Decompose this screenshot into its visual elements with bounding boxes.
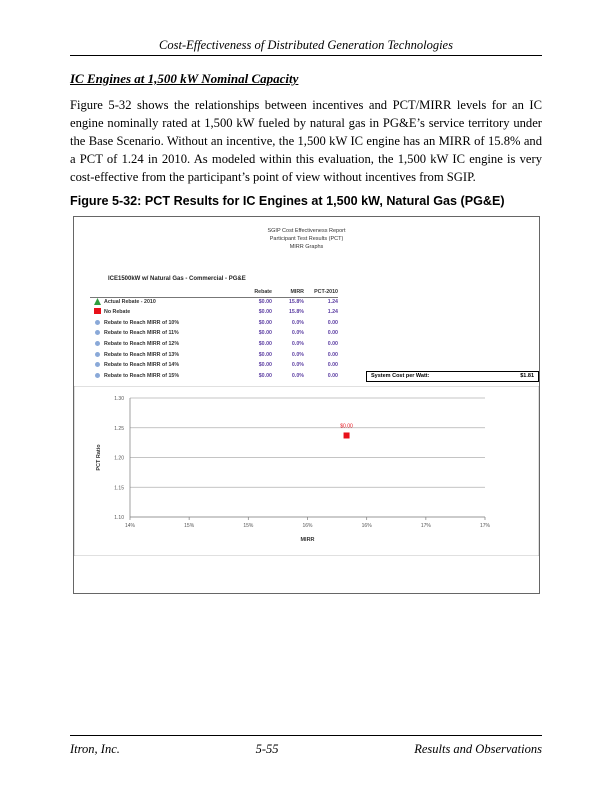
row-rebate: $0.00 bbox=[258, 340, 272, 347]
table-area bbox=[74, 288, 539, 382]
table-title: ICE1500kW w/ Natural Gas - Commercial - PG&E bbox=[108, 276, 246, 282]
row-label: Rebate to Reach MIRR of 11% bbox=[104, 330, 179, 337]
row-rebate: $0.00 bbox=[258, 362, 272, 369]
system-cost-label: System Cost per Watt: bbox=[371, 373, 430, 380]
footer bbox=[70, 742, 542, 757]
y-tick-label: 1.20 bbox=[114, 455, 124, 462]
row-pct: 0.00 bbox=[327, 372, 338, 379]
system-cost-value: $1.81 bbox=[520, 373, 534, 380]
circle-marker-icon bbox=[90, 372, 104, 383]
footer-left: Itron, Inc. bbox=[70, 742, 120, 756]
row-pct: 0.00 bbox=[327, 319, 338, 326]
body-paragraph: Figure 5-32 shows the relationships between incentives and PCT/MIRR levels for an IC engine nominally rated at 1,500 kW fueled by natural gas in PG&E’s service territory under the Base Scenario. Without an incentive, the 1,500 kW IC engine has an MIRR of 15.8% and a PCT of 1.24 in 2010. As modeled within this evaluation, the 1,500 kW IC engine is very cost-effective from the participant’s point of view without incentives from SGIP. bbox=[70, 98, 542, 184]
data-label: $0.00 bbox=[340, 423, 353, 430]
row-mirr: 0.0% bbox=[291, 319, 304, 326]
row-rebate: $0.00 bbox=[258, 309, 272, 316]
header-pct: PCT-2010 bbox=[304, 288, 338, 298]
x-tick-label: 16% bbox=[302, 523, 313, 530]
circle-marker-icon bbox=[90, 361, 104, 372]
row-pct: 0.00 bbox=[327, 351, 338, 358]
row-rebate: $0.00 bbox=[258, 319, 272, 326]
square-marker-icon bbox=[90, 308, 104, 319]
header-rebate: Rebate bbox=[236, 288, 272, 298]
row-label: Rebate to Reach MIRR of 12% bbox=[104, 340, 180, 347]
y-tick-label: 1.10 bbox=[114, 515, 124, 522]
y-tick-label: 1.15 bbox=[114, 485, 124, 492]
row-pct: 0.00 bbox=[327, 330, 338, 337]
row-label: Rebate to Reach MIRR of 14% bbox=[104, 362, 180, 369]
x-axis-label: MIRR bbox=[300, 537, 315, 544]
circle-marker-icon bbox=[90, 319, 104, 330]
running-header: Cost-Effectiveness of Distributed Generation Technologies bbox=[70, 38, 542, 56]
row-pct: 1.24 bbox=[327, 309, 338, 316]
footer-right: Results and Observations bbox=[414, 742, 542, 756]
x-tick-label: 17% bbox=[420, 523, 431, 530]
x-tick-label: 14% bbox=[124, 523, 136, 530]
circle-marker-icon bbox=[90, 329, 104, 340]
y-axis-label: PCT Ratio bbox=[96, 444, 102, 471]
row-label: Actual Rebate - 2010 bbox=[104, 298, 156, 305]
row-label: Rebate to Reach MIRR of 15% bbox=[104, 372, 180, 379]
row-rebate: $0.00 bbox=[258, 330, 272, 337]
header-spacer-label bbox=[104, 288, 236, 298]
data-point bbox=[344, 433, 350, 439]
footer-rule bbox=[70, 735, 542, 736]
row-pct: 0.00 bbox=[327, 362, 338, 369]
x-tick-label: 15% bbox=[243, 523, 254, 530]
row-pct: 1.24 bbox=[327, 298, 338, 305]
y-tick-label: 1.30 bbox=[114, 396, 124, 403]
section-title: IC Engines at 1,500 kW Nominal Capacity bbox=[70, 71, 299, 86]
row-mirr: 0.0% bbox=[291, 340, 304, 347]
y-tick-label: 1.25 bbox=[114, 426, 124, 433]
row-label: Rebate to Reach MIRR of 10% bbox=[104, 319, 180, 326]
x-tick-label: 15% bbox=[184, 523, 195, 530]
row-label: No Rebate bbox=[104, 309, 131, 316]
row-label: Rebate to Reach MIRR of 13% bbox=[104, 351, 180, 358]
row-rebate: $0.00 bbox=[258, 372, 272, 379]
row-rebate: $0.00 bbox=[258, 351, 272, 358]
x-tick-label: 17% bbox=[479, 523, 491, 530]
report-subtitle-2: MIRR Graphs bbox=[289, 244, 324, 250]
header-mirr: MIRR bbox=[272, 288, 304, 298]
row-mirr: 0.0% bbox=[291, 330, 304, 337]
row-rebate: $0.00 bbox=[258, 298, 272, 305]
circle-marker-icon bbox=[90, 340, 104, 351]
row-mirr: 0.0% bbox=[291, 372, 304, 379]
plot-frame bbox=[74, 386, 539, 556]
system-cost-box bbox=[366, 371, 539, 382]
report-subtitle: Participant Test Results (PCT) bbox=[269, 236, 344, 242]
page-body bbox=[70, 38, 542, 594]
triangle-marker-icon bbox=[90, 298, 104, 309]
figure-caption: Figure 5-32: PCT Results for IC Engines at 1,500 kW, Natural Gas (PG&E) bbox=[70, 194, 505, 208]
row-mirr: 15.8% bbox=[288, 309, 304, 316]
mirr-pct-chart bbox=[74, 386, 539, 556]
header-spacer bbox=[90, 288, 104, 298]
row-mirr: 0.0% bbox=[291, 362, 304, 369]
row-mirr: 15.8% bbox=[288, 298, 304, 305]
footer-page-number: 5-55 bbox=[255, 742, 279, 756]
x-tick-label: 16% bbox=[361, 523, 372, 530]
report-title: SGIP Cost Effectiveness Report bbox=[267, 228, 346, 234]
row-pct: 0.00 bbox=[327, 340, 338, 347]
circle-marker-icon bbox=[90, 351, 104, 362]
legend-table bbox=[90, 288, 338, 382]
figure-frame bbox=[73, 216, 540, 594]
row-mirr: 0.0% bbox=[291, 351, 304, 358]
